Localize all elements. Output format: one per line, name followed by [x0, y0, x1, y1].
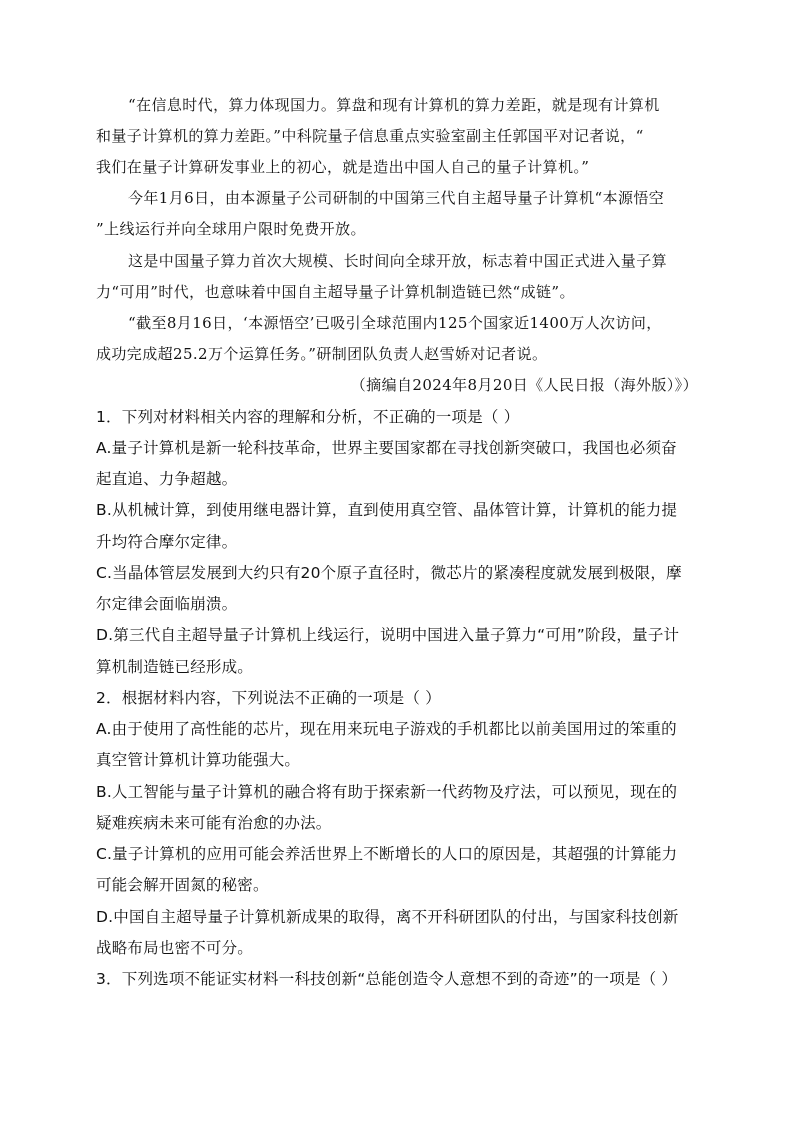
question-1-option-a-line-2: 起直追、力争超越。 [96, 470, 238, 488]
question-3-stem: 3．下列选项不能证实材料一科技创新“总能创造令人意想不到的奇迹”的一项是（ ） [96, 970, 678, 988]
passage-line-9: 成功完成超25.2万个运算任务。”研制团队负责人赵雪娇对记者说。 [96, 345, 548, 363]
question-2-option-b-line-1: B.人工智能与量子计算机的融合将有助于探索新一代药物及疗法，可以预见，现在的 [96, 783, 678, 801]
question-2-option-c-line-2: 可能会解开固氮的秘密。 [96, 876, 269, 894]
passage-line-5: ”上线运行并向全球用户限时免费开放。 [96, 220, 366, 238]
question-2-option-b-line-2: 疑难疾病未来可能有治愈的办法。 [96, 814, 332, 832]
question-2-stem: 2．根据材料内容，下列说法不正确的一项是（ ） [96, 689, 441, 707]
question-1-stem: 1．下列对材料相关内容的理解和分析，不正确的一项是（ ） [96, 408, 520, 426]
question-1-option-c-line-2: 尔定律会面临崩溃。 [96, 595, 238, 613]
passage-line-1: “在信息时代，算力体现国力。算盘和现有计算机的算力差距，就是现有计算机 [128, 96, 660, 114]
question-2-option-d-line-1: D.中国自主超导量子计算机新成果的取得，离不开科研团队的付出，与国家科技创新 [96, 908, 679, 926]
question-1-option-d-line-2: 算机制造链已经形成。 [96, 658, 254, 676]
question-2-option-a-line-2: 真空管计算机计算功能强大。 [96, 751, 301, 769]
question-2-option-a-line-1: A.由于使用了高性能的芯片，现在用来玩电子游戏的手机都比以前美国用过的笨重的 [96, 720, 677, 738]
question-1-option-b-line-1: B.从机械计算，到使用继电器计算，直到使用真空管、晶体管计算，计算机的能力提 [96, 501, 678, 519]
question-2-option-d-line-2: 战略布局也密不可分。 [96, 939, 254, 957]
passage-line-2: 和量子计算机的算力差距。”中科院量子信息重点实验室副主任郭国平对记者说，“ [96, 127, 644, 145]
passage-line-8: “截至8月16日，‘本源悟空’已吸引全球范围内125个国家近1400万人次访问， [128, 314, 662, 332]
passage-line-3: 我们在量子计算研发事业上的初心，就是造出中国人自己的量子计算机。” [96, 158, 590, 176]
passage-line-6: 这是中国量子算力首次大规模、长时间向全球开放，标志着中国正式进入量子算 [128, 252, 668, 270]
question-1-option-b-line-2: 升均符合摩尔定律。 [96, 533, 238, 551]
question-1-option-d-line-1: D.第三代自主超导量子计算机上线运行，说明中国进入量子算力“可用”阶段，量子计 [96, 626, 680, 644]
passage-line-4: 今年1月6日，由本源量子公司研制的中国第三代自主超导量子计算机“本源悟空 [128, 189, 665, 207]
question-2-option-c-line-1: C.量子计算机的应用可能会养活世界上不断增长的人口的原因是，其超强的计算能力 [96, 845, 678, 863]
question-1-option-a-line-1: A.量子计算机是新一轮科技革命，世界主要国家都在寻找创新突破口，我国也必须奋 [96, 439, 677, 457]
passage-source: （摘编自2024年8月20日《人民日报（海外版）》） [350, 376, 698, 394]
question-1-option-c-line-1: C.当晶体管层发展到大约只有20个原子直径时，微芯片的紧凑程度就发展到极限，摩 [96, 564, 682, 582]
passage-line-7: 力“可用”时代，也意味着中国自主超导量子计算机制造链已然“成链”。 [96, 283, 575, 301]
